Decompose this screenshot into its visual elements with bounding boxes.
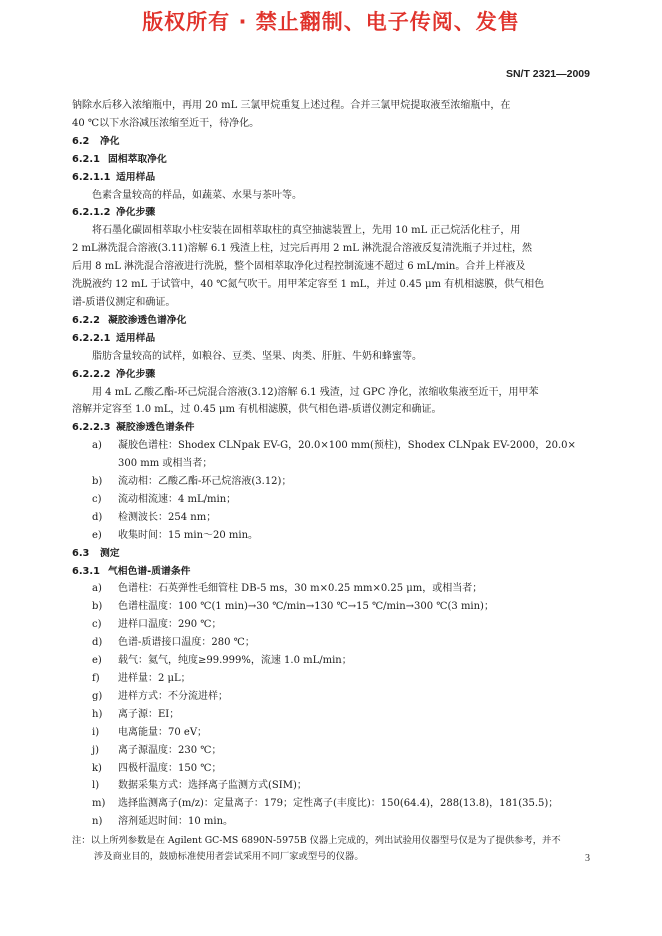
- item-label: n): [92, 816, 103, 828]
- item-text: 进样口温度：290 ℃；: [118, 619, 222, 631]
- item-text: 离子源：EI；: [118, 708, 180, 720]
- section-number: 6.3: [72, 547, 90, 559]
- section-title: 适用样品: [116, 332, 156, 344]
- section-title: 适用样品: [116, 171, 156, 183]
- list-item: [92, 527, 590, 545]
- section-heading: [72, 563, 590, 581]
- list-item: [92, 777, 590, 795]
- table-note: [72, 833, 590, 865]
- list-item: [92, 473, 590, 491]
- list-item: [92, 724, 590, 742]
- list-item: [92, 670, 590, 688]
- body-line: 谱-质谱仪测定和确证。: [72, 296, 176, 308]
- document-number: SN/T 2321—2009: [505, 68, 590, 80]
- list-item: [92, 634, 590, 652]
- item-text: 进样方式：不分流进样；: [118, 690, 228, 702]
- item-text: 数据采集方式：选择离子监测方式(SIM)；: [118, 780, 307, 792]
- section-number: 6.3.1: [72, 565, 100, 577]
- page-content: [72, 97, 590, 865]
- list-item: [92, 652, 590, 670]
- section-number: 6.2.2.3: [72, 422, 111, 434]
- item-text: 溶剂延迟时间：10 min。: [118, 816, 234, 828]
- item-label: c): [92, 493, 102, 505]
- item-label: l): [92, 780, 100, 792]
- section-heading: [72, 133, 590, 151]
- body-line: 将石墨化碳固相萃取小柱安装在固相萃取柱的真空抽滤装置上，先用 10 mL 正己烷活化柱子，用: [92, 225, 521, 237]
- item-label: h): [92, 708, 103, 720]
- item-label: g): [92, 690, 103, 702]
- list-item: [92, 795, 590, 813]
- watermark: 版权所有 · 禁止翻制、电子传阅、发售: [142, 10, 520, 34]
- section-number: 6.2.1.2: [72, 207, 111, 219]
- item-text: 四极杆温度：150 ℃；: [118, 762, 222, 774]
- item-label: a): [92, 583, 102, 595]
- body-line: 洗脱液约 12 mL 于试管中，40 ℃氮气吹干。用甲苯定容至 1 mL，并过 0.45 μm 有机相滤膜，供气相色: [72, 279, 545, 291]
- body-line: 色素含量较高的样品，如蔬菜、水果与茶叶等。: [92, 189, 302, 201]
- section-title: 凝胶渗透色谱条件: [116, 422, 195, 434]
- item-text: 检测波长：254 nm；: [118, 511, 217, 523]
- item-label: b): [92, 476, 103, 488]
- section-heading: [72, 366, 590, 384]
- item-label: i): [92, 726, 100, 738]
- body-line: 钠除水后移入浓缩瓶中，再用 20 mL 三氯甲烷重复上述过程。合并三氯甲烷提取液至浓缩瓶中，在: [72, 100, 511, 111]
- item-text: 载气：氦气，纯度≥99.999%，流速 1.0 mL/min；: [118, 655, 352, 667]
- list-item: [92, 580, 590, 598]
- item-label: k): [92, 762, 102, 774]
- item-label: m): [92, 798, 106, 810]
- gpc-conditions-list: [72, 437, 590, 544]
- gcms-conditions-list: [72, 580, 590, 831]
- section-number: 6.2.2.1: [72, 332, 111, 344]
- item-label: e): [92, 655, 102, 667]
- body-line: 溶解并定容至 1.0 mL，过 0.45 μm 有机相滤膜，供气相色谱-质谱仪测定和确证。: [72, 404, 442, 416]
- item-text: 电离能量：70 eV；: [118, 726, 208, 738]
- section-title: 净化步骤: [116, 207, 156, 219]
- note-line: 注：以上所列参数是在 Agilent GC-MS 6890N-5975B 仪器上完成的，列出试验用仪器型号仅是为了提供参考，并不: [72, 835, 561, 847]
- section-number: 6.2.1: [72, 153, 100, 165]
- list-item: [92, 509, 590, 527]
- section-title: 净化: [100, 135, 120, 147]
- list-item: [92, 437, 590, 455]
- section-title: 净化步骤: [116, 368, 156, 380]
- body-line: 2 mL淋洗混合溶液(3.11)溶解 6.1 残渣上柱，过完后再用 2 mL 淋洗混合溶液反复清洗瓶子并过柱，然: [72, 243, 533, 255]
- section-title: 凝胶渗透色谱净化: [108, 314, 187, 326]
- list-item: [92, 706, 590, 724]
- item-text: 色谱-质谱接口温度：280 ℃；: [118, 637, 255, 649]
- item-label: j): [92, 744, 100, 756]
- section-heading: [72, 204, 590, 222]
- section-number: 6.2.2.2: [72, 368, 111, 380]
- list-item: [92, 616, 590, 634]
- item-text: 流动相：乙酸乙酯-环己烷溶液(3.12)；: [118, 476, 292, 488]
- section-title: 测定: [100, 547, 120, 559]
- item-text: 离子源温度：230 ℃；: [118, 744, 222, 756]
- item-text: 选择监测离子(m/z)：定量离子：179；定性离子(丰度比)：150(64.4)，288(13.8)，181(35.5)；: [118, 798, 559, 810]
- section-heading: [72, 312, 590, 330]
- section-heading: [72, 169, 590, 187]
- item-text: 色谱柱温度：100 ℃(1 min)→30 ℃/min→130 ℃→15 ℃/min→300 ℃(3 min)；: [118, 601, 494, 613]
- item-text: 300 mm 或相当者；: [118, 458, 213, 470]
- section-heading: [72, 545, 590, 563]
- item-label: d): [92, 511, 103, 523]
- item-label: c): [92, 619, 102, 631]
- list-item: [92, 455, 590, 473]
- section-number: 6.2.2: [72, 314, 100, 326]
- list-item: [92, 813, 590, 831]
- section-title: 气相色谱-质谱条件: [108, 565, 191, 577]
- section-number: 6.2.1.1: [72, 171, 111, 183]
- section-heading: [72, 151, 590, 169]
- body-line: 40 ℃以下水浴减压浓缩至近干，待净化。: [72, 117, 260, 129]
- section-number: 6.2: [72, 135, 90, 147]
- list-item: [92, 491, 590, 509]
- item-text: 色谱柱：石英弹性毛细管柱 DB-5 ms，30 m×0.25 mm×0.25 μm，或相当者；: [118, 583, 483, 595]
- body-line: 后用 8 mL 淋洗混合溶液进行洗脱，整个固相萃取净化过程控制流速不超过 6 mL/min。合并上样液及: [72, 261, 526, 273]
- item-text: 流动相流速：4 mL/min；: [118, 493, 237, 505]
- list-item: [92, 688, 590, 706]
- item-text: 进样量：2 μL；: [118, 673, 191, 684]
- item-label: a): [92, 440, 102, 452]
- item-text: 收集时间：15 min～20 min。: [118, 529, 259, 541]
- section-heading: [72, 419, 590, 437]
- item-label: b): [92, 601, 103, 613]
- page-number: 3: [585, 853, 590, 864]
- item-label: f): [92, 673, 100, 684]
- body-line: 用 4 mL 乙酸乙酯-环己烷混合溶液(3.12)溶解 6.1 残渣，过 GPC 净化，浓缩收集液至近干，用甲苯: [92, 386, 539, 398]
- body-line: 脂肪含量较高的试样，如粮谷、豆类、坚果、肉类、肝脏、牛奶和蜂蜜等。: [92, 350, 422, 362]
- list-item: [92, 760, 590, 778]
- list-item: [92, 742, 590, 760]
- note-line: 涉及商业目的，鼓励标准使用者尝试采用不同厂家或型号的仪器。: [94, 851, 364, 863]
- item-label: d): [92, 637, 103, 649]
- item-text: 凝胶色谱柱：Shodex CLNpak EV-G，20.0×100 mm(预柱)，Shodex CLNpak EV-2000，20.0×: [118, 440, 576, 452]
- item-label: e): [92, 529, 102, 541]
- list-item: [92, 598, 590, 616]
- section-heading: [72, 330, 590, 348]
- section-title: 固相萃取净化: [108, 153, 167, 165]
